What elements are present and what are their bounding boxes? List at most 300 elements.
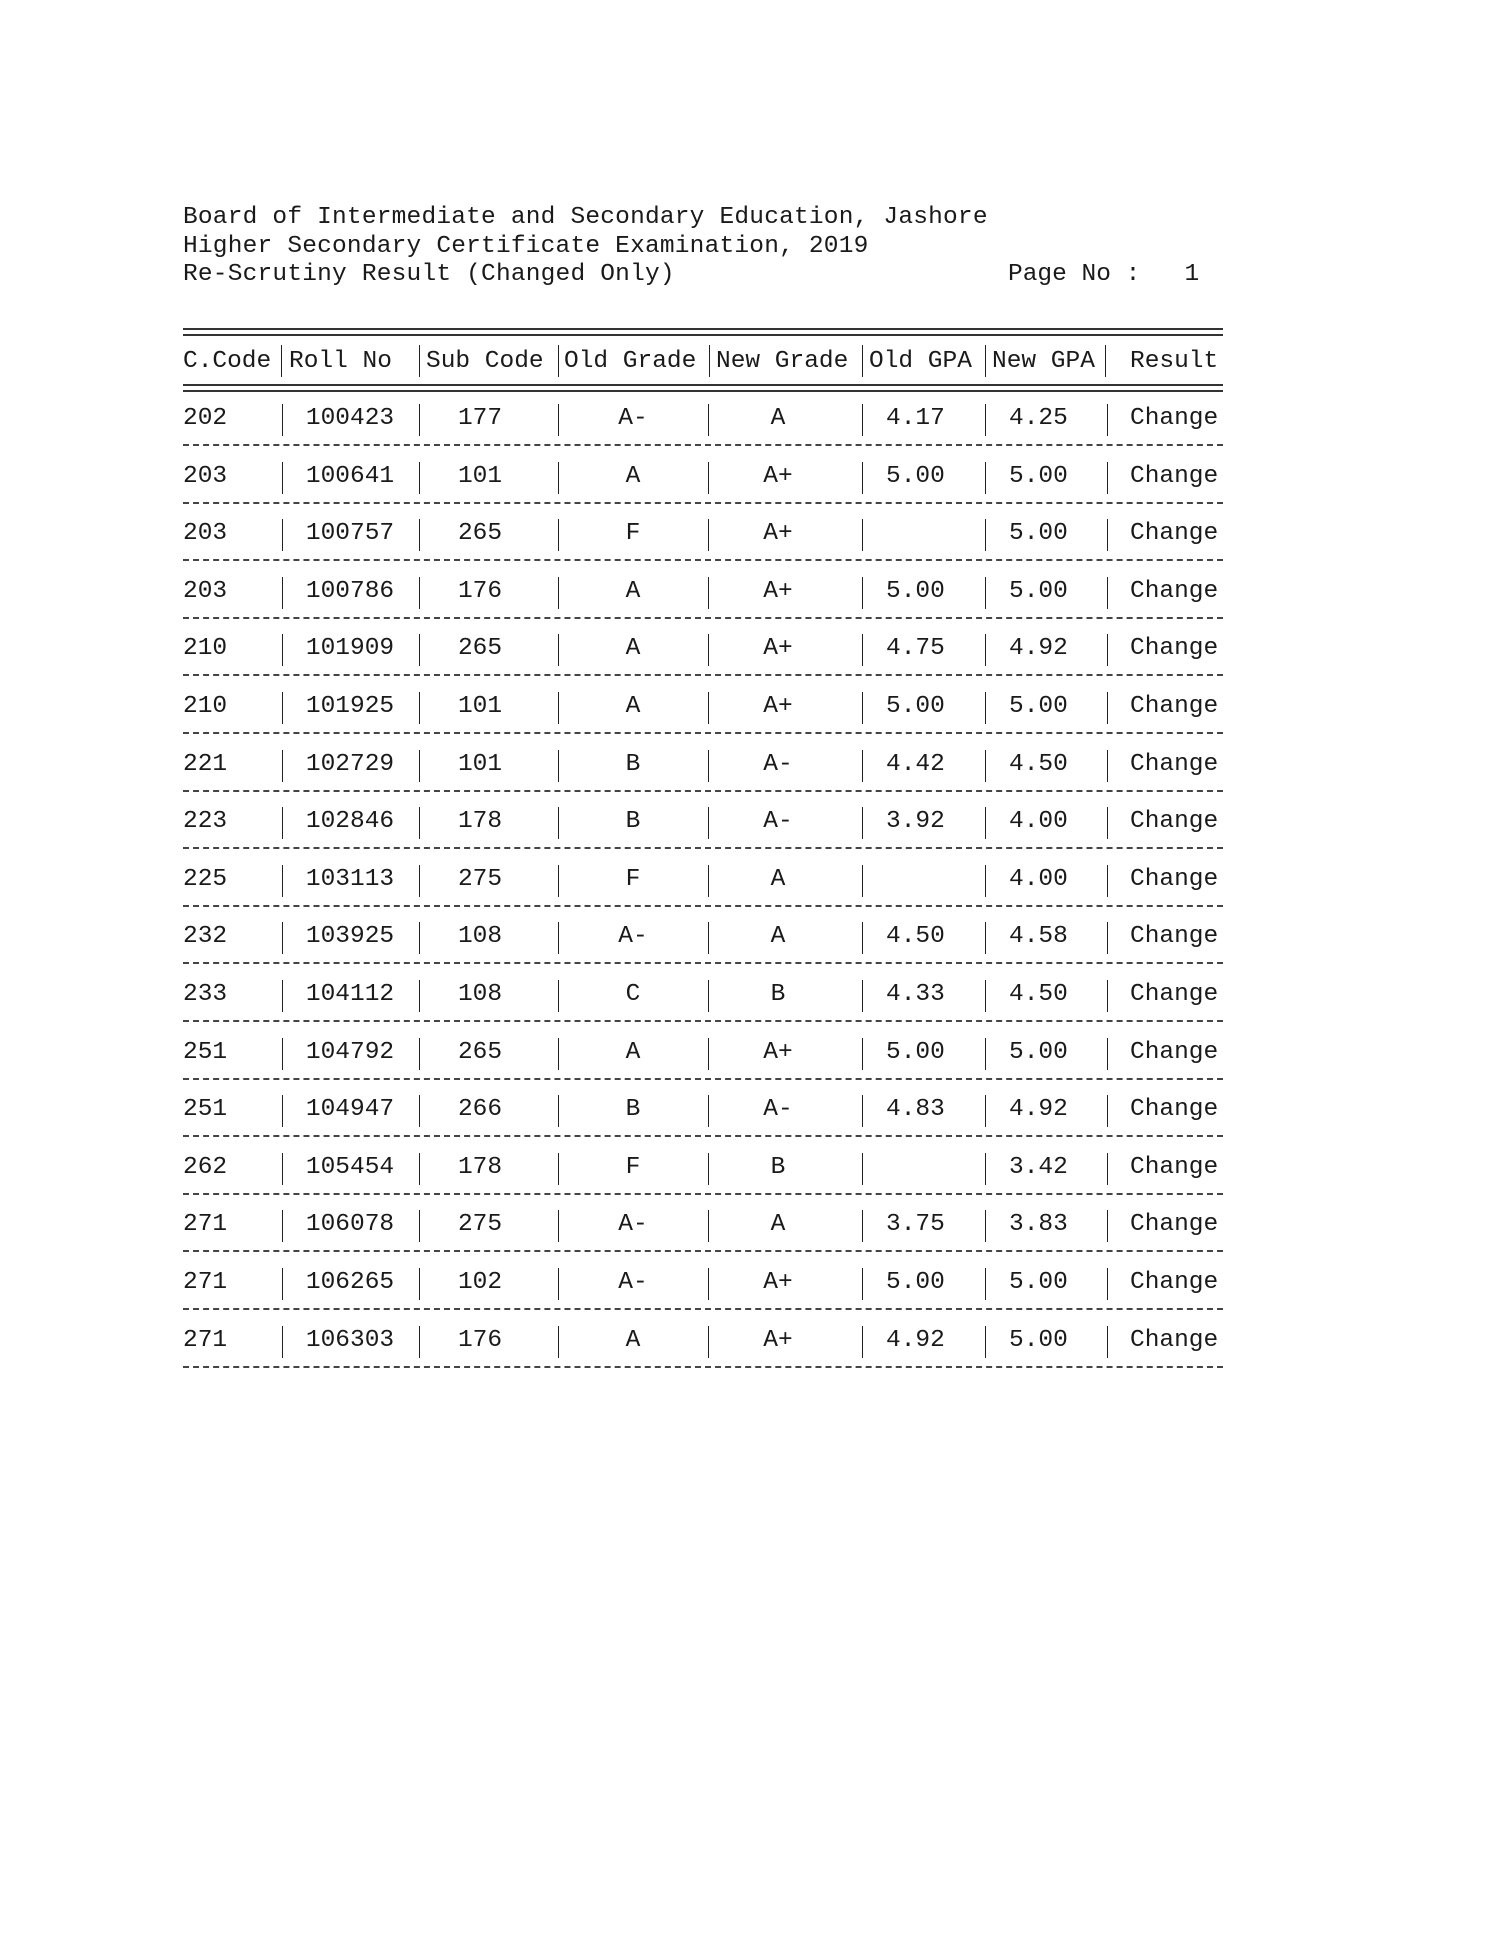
column-divider [985,345,986,377]
column-divider [419,1153,420,1185]
column-divider [1107,692,1108,724]
column-divider [708,865,709,897]
header-top-rule [183,328,1223,336]
cell-result: Change [1130,462,1219,490]
cell-new-gpa: 4.92 [1009,635,1068,663]
row-divider [183,962,1223,964]
cell-sub-code: 108 [457,923,503,951]
cell-result: Change [1130,693,1219,720]
cell-old-grade: F [625,1153,641,1181]
column-divider [985,1095,986,1127]
row-divider [183,1308,1223,1310]
cell-old-gpa: 4.92 [886,1326,945,1354]
cell-old-gpa: 5.00 [886,1269,945,1296]
column-divider [282,404,283,436]
cell-sub-code: 178 [457,1153,503,1181]
column-divider [708,922,709,954]
column-divider [985,404,986,436]
header-bottom-rule [183,384,1223,392]
column-divider [1107,1038,1108,1070]
column-divider [985,577,986,609]
column-divider [1107,1095,1108,1127]
column-divider [558,1038,559,1070]
table-row [0,1326,1500,1356]
cell-result: Change [1130,1326,1219,1354]
column-divider [708,1326,709,1358]
column-divider [1107,750,1108,782]
cell-result: Change [1130,1211,1219,1239]
cell-result: Change [1130,1096,1219,1124]
column-divider [985,634,986,666]
cell-new-gpa: 4.00 [1009,865,1068,893]
column-divider [419,922,420,954]
table-row [0,462,1500,492]
cell-new-gpa: 5.00 [1009,1038,1068,1066]
cell-new-grade: A+ [763,1326,793,1354]
cell-old-grade: B [625,750,641,778]
table-row [0,519,1500,549]
cell-new-grade: A [770,923,786,951]
column-divider [1107,1210,1108,1242]
row-divider [183,444,1223,446]
table-row [0,922,1500,952]
column-divider [708,807,709,839]
cell-c-code: 203 [183,462,228,490]
cell-old-grade: C [625,981,641,1008]
cell-new-gpa: 4.25 [1009,405,1068,432]
cell-new-gpa: 4.92 [1009,1096,1068,1124]
cell-c-code: 233 [183,981,228,1008]
column-divider [558,1153,559,1185]
column-divider [985,1153,986,1185]
row-divider [183,1193,1223,1195]
column-divider [558,345,559,377]
cell-c-code: 262 [183,1153,228,1181]
report-title: Re-Scrutiny Result (Changed Only) [183,261,675,288]
column-divider [282,634,283,666]
header-c-code: C.Code [183,348,272,375]
cell-c-code: 221 [183,750,228,778]
header-sub-code: Sub Code [426,348,544,375]
column-divider [985,922,986,954]
column-divider [558,922,559,954]
column-divider [1107,519,1108,551]
column-divider [862,404,863,436]
table-row [0,1268,1500,1298]
column-divider [558,750,559,782]
cell-roll-no: 101925 [305,693,395,720]
cell-new-gpa: 5.00 [1009,693,1068,720]
column-divider [862,922,863,954]
cell-c-code: 271 [183,1211,228,1239]
cell-sub-code: 275 [457,865,503,893]
column-divider [985,1268,986,1300]
cell-new-grade: A [770,1211,786,1239]
column-divider [558,865,559,897]
cell-c-code: 210 [183,635,228,663]
cell-roll-no: 106265 [305,1269,395,1296]
cell-sub-code: 101 [457,462,503,490]
table-header-row [0,347,1500,377]
row-divider [183,559,1223,561]
column-divider [1105,345,1106,377]
column-divider [419,980,420,1012]
column-divider [558,1326,559,1358]
column-divider [1107,865,1108,897]
cell-result: Change [1130,635,1219,663]
cell-new-grade: A+ [763,635,793,663]
cell-sub-code: 102 [457,1269,503,1296]
cell-roll-no: 103925 [305,923,395,951]
column-divider [862,1153,863,1185]
cell-result: Change [1130,520,1219,548]
column-divider [985,692,986,724]
cell-old-grade: A [625,577,641,605]
column-divider [708,404,709,436]
cell-sub-code: 177 [457,405,503,432]
cell-c-code: 232 [183,923,228,951]
column-divider [709,345,710,377]
column-divider [282,1095,283,1127]
column-divider [419,1268,420,1300]
row-divider [183,674,1223,676]
cell-result: Change [1130,865,1219,893]
column-divider [862,807,863,839]
cell-old-grade: A [625,635,641,663]
column-divider [862,634,863,666]
cell-old-gpa: 4.42 [886,750,945,778]
column-divider [419,692,420,724]
column-divider [708,577,709,609]
column-divider [282,1153,283,1185]
cell-sub-code: 265 [457,1038,503,1066]
cell-new-grade: B [770,1153,786,1181]
table-row [0,750,1500,780]
column-divider [558,1268,559,1300]
column-divider [708,634,709,666]
cell-old-grade: A [625,462,641,490]
cell-c-code: 251 [183,1096,228,1124]
column-divider [985,1326,986,1358]
column-divider [985,1038,986,1070]
column-divider [862,462,863,494]
column-divider [558,519,559,551]
row-divider [183,1250,1223,1252]
cell-new-gpa: 3.42 [1009,1153,1068,1181]
cell-new-grade: B [770,981,786,1008]
row-divider [183,617,1223,619]
row-divider [183,732,1223,734]
cell-old-grade: B [625,1096,641,1124]
column-divider [282,519,283,551]
column-divider [282,807,283,839]
column-divider [862,1210,863,1242]
column-divider [708,980,709,1012]
column-divider [1107,922,1108,954]
column-divider [419,1326,420,1358]
cell-old-grade: A [625,693,641,720]
cell-old-gpa: 4.17 [886,405,945,432]
cell-new-gpa: 5.00 [1009,1326,1068,1354]
row-divider [183,1366,1223,1368]
column-divider [1107,404,1108,436]
column-divider [282,1038,283,1070]
cell-old-gpa: 5.00 [886,462,945,490]
cell-new-grade: A+ [763,520,793,548]
cell-sub-code: 265 [457,635,503,663]
cell-old-gpa: 5.00 [886,577,945,605]
header-result: Result [1130,348,1219,375]
cell-old-gpa: 3.92 [886,808,945,836]
cell-old-gpa: 4.83 [886,1096,945,1124]
column-divider [862,750,863,782]
cell-new-grade: A+ [763,462,793,490]
column-divider [419,1210,420,1242]
cell-sub-code: 101 [457,693,503,720]
table-row [0,865,1500,895]
cell-old-grade: A- [618,405,648,432]
column-divider [862,1268,863,1300]
cell-result: Change [1130,750,1219,778]
column-divider [1107,1268,1108,1300]
row-divider [183,1135,1223,1137]
cell-roll-no: 102729 [305,750,395,778]
column-divider [862,980,863,1012]
column-divider [419,462,420,494]
cell-c-code: 203 [183,577,228,605]
cell-old-gpa: 4.33 [886,981,945,1008]
header-old-grade: Old Grade [564,348,697,375]
column-divider [558,462,559,494]
cell-old-grade: A- [618,1211,648,1239]
cell-roll-no: 104792 [305,1038,395,1066]
column-divider [558,577,559,609]
column-divider [862,865,863,897]
column-divider [985,519,986,551]
cell-old-grade: B [625,808,641,836]
column-divider [985,807,986,839]
cell-sub-code: 266 [457,1096,503,1124]
table-row [0,1038,1500,1068]
column-divider [708,1268,709,1300]
column-divider [1107,634,1108,666]
column-divider [419,345,420,377]
cell-sub-code: 178 [457,808,503,836]
cell-c-code: 223 [183,808,228,836]
cell-c-code: 271 [183,1269,228,1296]
cell-old-gpa: 4.75 [886,635,945,663]
table-row [0,980,1500,1010]
column-divider [1107,1326,1108,1358]
column-divider [282,692,283,724]
column-divider [558,807,559,839]
header-old-gpa: Old GPA [869,348,972,375]
column-divider [985,750,986,782]
cell-old-gpa: 5.00 [886,1038,945,1066]
cell-old-grade: F [625,865,641,893]
column-divider [419,807,420,839]
column-divider [862,1095,863,1127]
column-divider [985,865,986,897]
table-row [0,1095,1500,1125]
column-divider [862,692,863,724]
cell-c-code: 210 [183,693,228,720]
table-row [0,1153,1500,1183]
column-divider [985,462,986,494]
header-roll-no: Roll No [289,348,392,375]
cell-new-grade: A [770,865,786,893]
cell-result: Change [1130,808,1219,836]
cell-c-code: 271 [183,1326,228,1354]
column-divider [1107,462,1108,494]
cell-new-gpa: 4.58 [1009,923,1068,951]
cell-roll-no: 104112 [305,981,395,1008]
cell-c-code: 251 [183,1038,228,1066]
column-divider [862,577,863,609]
column-divider [862,1038,863,1070]
row-divider [183,1020,1223,1022]
column-divider [708,1095,709,1127]
column-divider [708,750,709,782]
column-divider [282,865,283,897]
column-divider [282,750,283,782]
column-divider [282,980,283,1012]
table-row [0,692,1500,722]
cell-roll-no: 106303 [305,1326,395,1354]
cell-old-grade: A [625,1038,641,1066]
column-divider [281,345,282,377]
table-row [0,577,1500,607]
column-divider [708,1210,709,1242]
cell-sub-code: 101 [457,750,503,778]
table-row [0,807,1500,837]
column-divider [862,345,863,377]
cell-new-gpa: 5.00 [1009,520,1068,548]
cell-roll-no: 106078 [305,1211,395,1239]
cell-new-grade: A [770,405,786,432]
cell-new-grade: A- [763,1096,793,1124]
column-divider [558,634,559,666]
cell-new-gpa: 4.50 [1009,750,1068,778]
cell-result: Change [1130,981,1219,1008]
cell-new-grade: A+ [763,1038,793,1066]
column-divider [1107,980,1108,1012]
column-divider [282,1210,283,1242]
cell-result: Change [1130,923,1219,951]
cell-sub-code: 108 [457,981,503,1008]
cell-result: Change [1130,405,1219,432]
cell-result: Change [1130,1269,1219,1296]
cell-roll-no: 100757 [305,520,395,548]
cell-new-gpa: 4.50 [1009,981,1068,1008]
column-divider [282,1326,283,1358]
cell-result: Change [1130,1153,1219,1181]
column-divider [862,519,863,551]
cell-old-grade: A- [618,1269,648,1296]
column-divider [419,1095,420,1127]
cell-roll-no: 102846 [305,808,395,836]
column-divider [419,404,420,436]
row-divider [183,1078,1223,1080]
cell-old-gpa: 3.75 [886,1211,945,1239]
row-divider [183,790,1223,792]
page-number: 1 [1184,261,1200,288]
header-new-grade: New Grade [716,348,849,375]
column-divider [558,692,559,724]
cell-c-code: 203 [183,520,228,548]
column-divider [985,980,986,1012]
cell-old-gpa: 4.50 [886,923,945,951]
column-divider [708,462,709,494]
cell-roll-no: 101909 [305,635,395,663]
header-new-gpa: New GPA [992,348,1095,375]
column-divider [419,865,420,897]
cell-new-gpa: 5.00 [1009,462,1068,490]
cell-old-grade: F [625,520,641,548]
column-divider [282,577,283,609]
row-divider [183,847,1223,849]
cell-roll-no: 105454 [305,1153,395,1181]
cell-new-grade: A+ [763,693,793,720]
cell-new-grade: A+ [763,1269,793,1296]
table-row [0,404,1500,434]
exam-name: Higher Secondary Certificate Examination, 2019 [183,233,869,260]
cell-c-code: 202 [183,405,228,432]
cell-sub-code: 275 [457,1211,503,1239]
column-divider [419,634,420,666]
cell-result: Change [1130,1038,1219,1066]
column-divider [985,1210,986,1242]
row-divider [183,502,1223,504]
cell-roll-no: 100641 [305,462,395,490]
cell-old-gpa: 5.00 [886,693,945,720]
column-divider [1107,1153,1108,1185]
cell-new-gpa: 5.00 [1009,577,1068,605]
cell-roll-no: 100423 [305,405,395,432]
cell-new-grade: A+ [763,577,793,605]
cell-new-gpa: 4.00 [1009,808,1068,836]
column-divider [1107,807,1108,839]
cell-sub-code: 176 [457,577,503,605]
cell-sub-code: 265 [457,520,503,548]
column-divider [558,404,559,436]
cell-new-grade: A- [763,808,793,836]
column-divider [1107,577,1108,609]
cell-c-code: 225 [183,865,228,893]
cell-roll-no: 104947 [305,1096,395,1124]
column-divider [558,1210,559,1242]
table-row [0,1210,1500,1240]
column-divider [282,922,283,954]
column-divider [558,980,559,1012]
page-number-label: Page No : 1 [1008,261,1200,288]
cell-old-grade: A- [618,923,648,951]
cell-roll-no: 103113 [305,865,395,893]
cell-new-grade: A- [763,750,793,778]
cell-new-gpa: 5.00 [1009,1269,1068,1296]
column-divider [282,1268,283,1300]
cell-old-grade: A [625,1326,641,1354]
column-divider [419,577,420,609]
board-name: Board of Intermediate and Secondary Education, Jashore [183,204,988,231]
cell-result: Change [1130,577,1219,605]
column-divider [419,1038,420,1070]
table-row [0,634,1500,664]
column-divider [862,1326,863,1358]
column-divider [708,1153,709,1185]
column-divider [419,519,420,551]
column-divider [708,1038,709,1070]
